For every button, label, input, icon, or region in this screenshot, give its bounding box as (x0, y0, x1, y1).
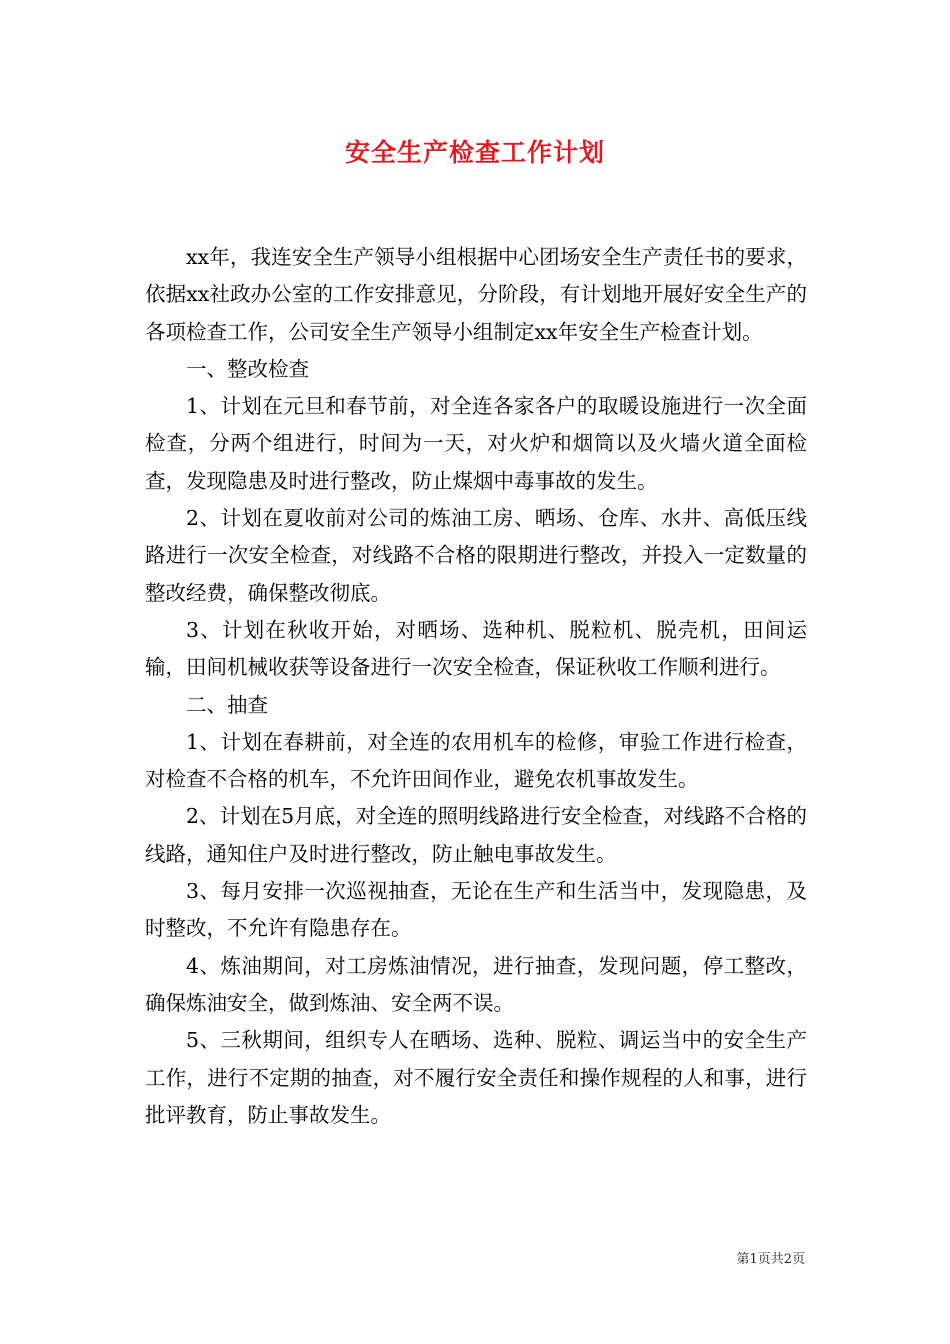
paragraph: 3、计划在秋收开始，对晒场、选种机、脱粒机、脱壳机，田间运输，田间机械收获等设备进行一次安全检查，保证秋收工作顺利进行。 (145, 617, 807, 680)
paragraph: 2、计划在夏收前对公司的炼油工房、晒场、仓库、水井、高低压线路进行一次安全检查，对线路不合格的限期进行整改，并投入一定数量的整改经费，确保整改彻底。 (145, 506, 807, 605)
paragraph: 1、计划在春耕前，对全连的农用机车的检修，审验工作进行检查，对检查不合格的机车，不允许田间作业，避免农机事故发生。 (145, 729, 807, 792)
page-title: 安全生产检查工作计划 (344, 138, 605, 167)
document-body (145, 239, 807, 1134)
paragraph: 3、每月安排一次巡视抽查，无论在生产和生活当中，发现隐患，及时整改，不允许有隐患存在。 (145, 879, 807, 941)
paragraph: 2、计划在5月底，对全连的照明线路进行安全检查，对线路不合格的线路，通知住户及时进行整改，防止触电事故发生。 (145, 804, 807, 866)
section-heading-2: 二、抽查 (186, 692, 268, 717)
page-number: 第1页共2页 (736, 1252, 805, 1267)
paragraph: 4、炼油期间，对工房炼油情况，进行抽查，发现问题，停工整改，确保炼油安全，做到炼油、安全两不误。 (145, 953, 807, 1015)
paragraph: 5、三秋期间，组织专人在晒场、选种、脱粒、调运当中的安全生产工作，进行不定期的抽查，对不履行安全责任和操作规程的人和事，进行批评教育，防止事故发生。 (145, 1028, 807, 1127)
intro-paragraph: xx年，我连安全生产领导小组根据中心团场安全生产责任书的要求，依据xx社政办公室的工作安排意见，分阶段，有计划地开展好安全生产的各项检查工作，公司安全生产领导小组制定xx年安全生产检查计划。 (145, 245, 807, 344)
paragraph: 1、计划在元旦和春节前，对全连各家各户的取暖设施进行一次全面检查，分两个组进行，时间为一天，对火炉和烟筒以及火墙火道全面检查，发现隐患及时进行整改，防止煤烟中毒事故的发生。 (145, 394, 807, 493)
section-heading-1: 一、整改检查 (186, 356, 309, 381)
